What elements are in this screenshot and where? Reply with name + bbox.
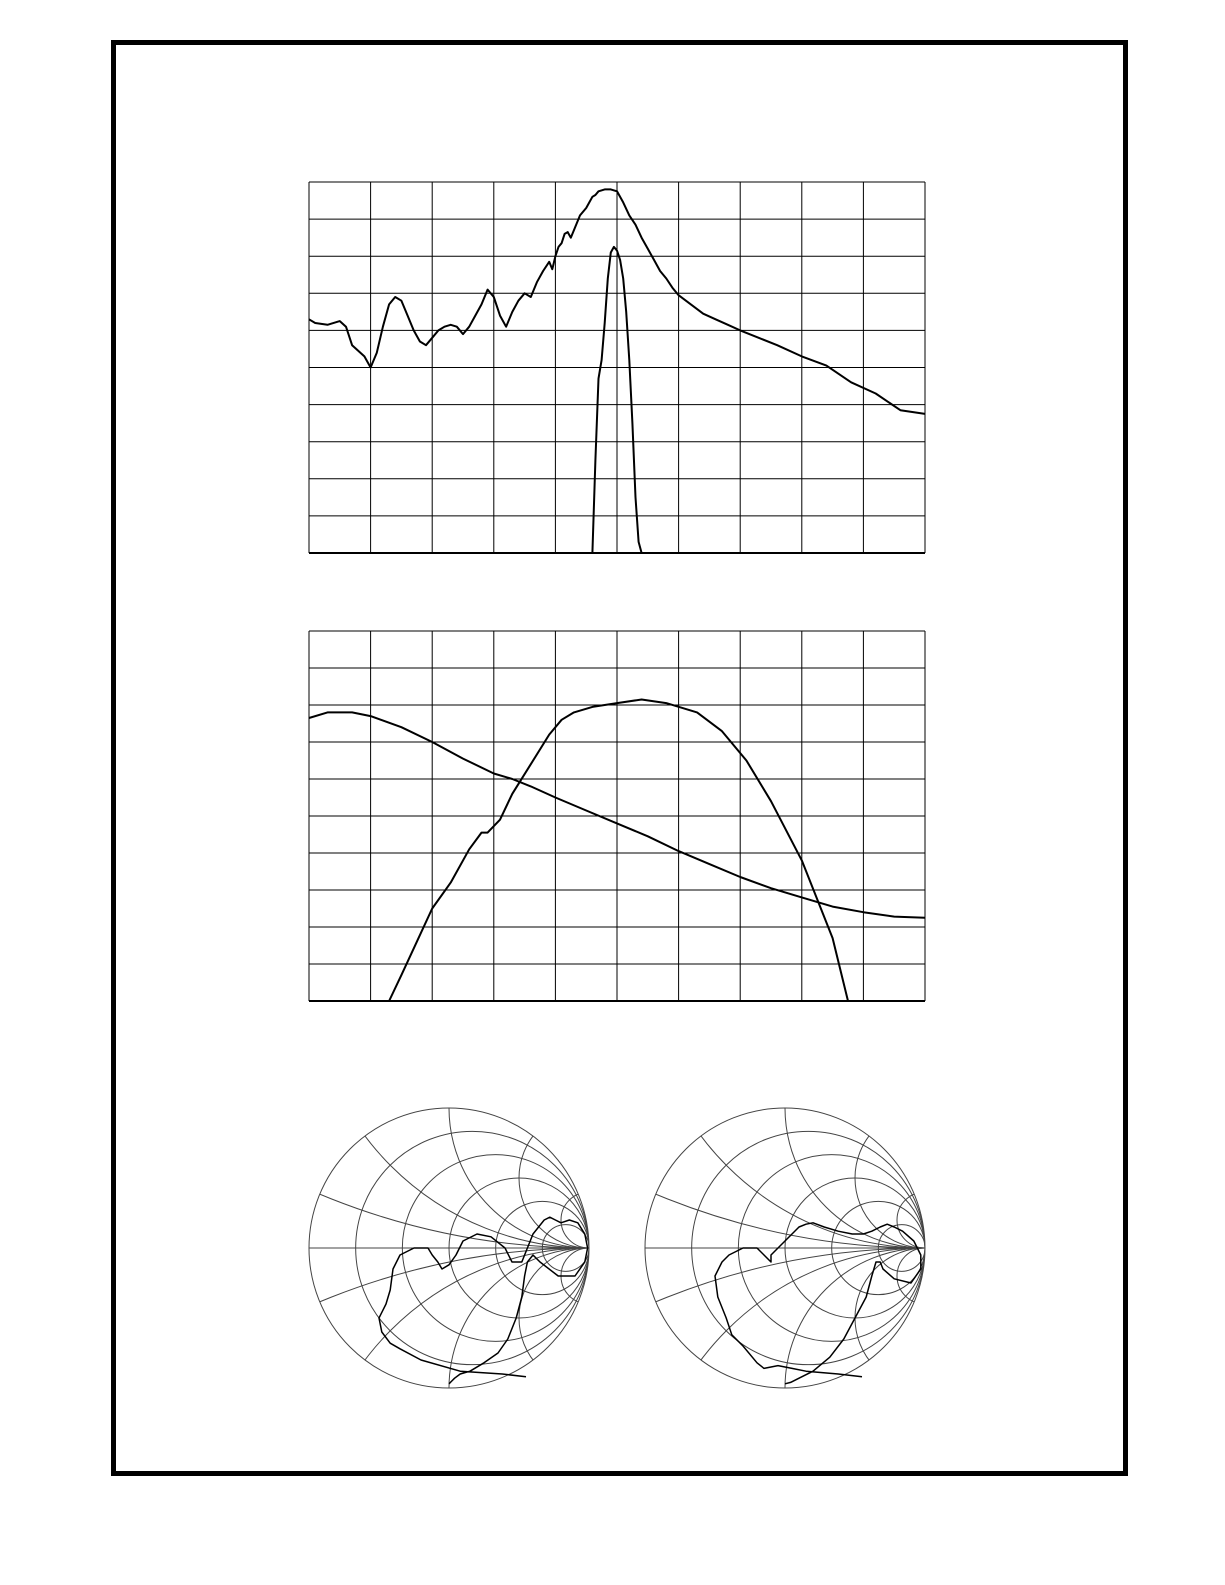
smith-reactance-arc-negative xyxy=(785,1248,1065,1528)
smith-reactance-arc-negative xyxy=(519,1248,659,1388)
smith-reactance-arc-positive xyxy=(519,1108,659,1248)
smith-reactance-arc-positive xyxy=(225,0,1225,1248)
smith-reactance-arc-negative xyxy=(645,1248,1205,1585)
smith-reactance-arc-positive xyxy=(785,968,1065,1248)
phase-response-chart xyxy=(309,631,925,1001)
smith-reactance-arc-negative xyxy=(855,1248,995,1388)
smith-reactance-arc-negative xyxy=(0,1248,1225,1585)
smith-trace xyxy=(379,1217,588,1384)
amplitude-response-chart xyxy=(309,182,925,553)
smith-reactance-arc-negative xyxy=(225,1248,1225,1585)
smith-reactance-arc-positive xyxy=(855,1108,995,1248)
smith-reactance-arc-positive xyxy=(309,688,869,1248)
smith-reactance-arc-negative xyxy=(309,1248,869,1585)
footer-text xyxy=(0,1574,420,1585)
